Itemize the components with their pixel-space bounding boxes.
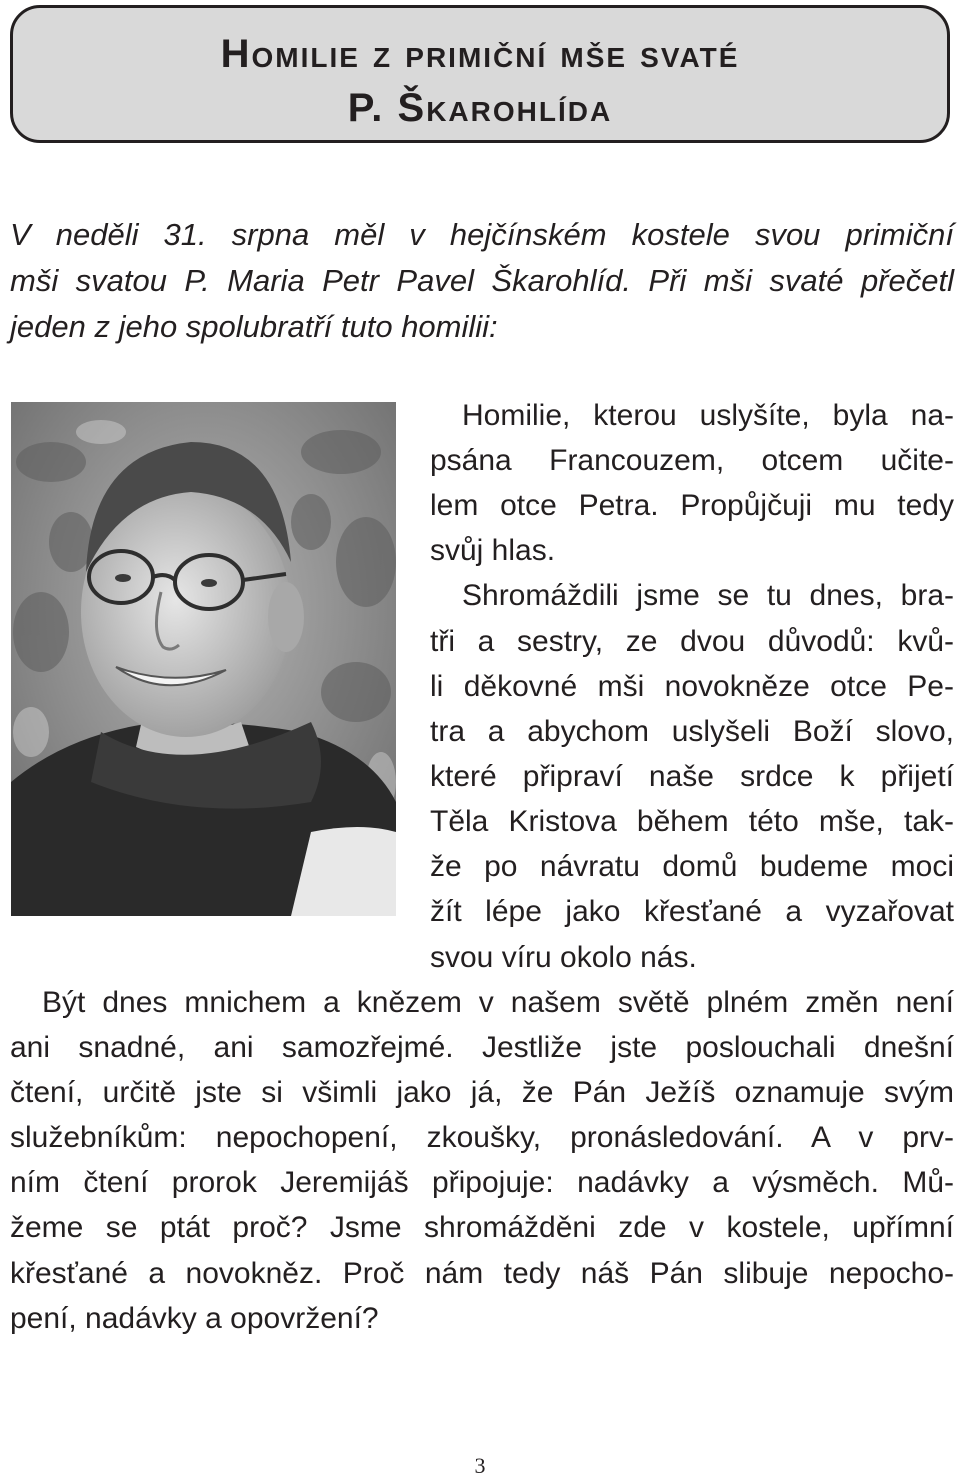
title-box (10, 5, 950, 143)
text-line: čtení, určitě jste si všimli jako já, že Pán Ježíš oznamuje svým (10, 1076, 954, 1109)
page-title-line-1: Homilie z primiční mše svaté (220, 32, 740, 76)
text-line: Homilie, kterou uslyšíte, byla na- (462, 399, 954, 432)
text-line: svůj hlas. (430, 534, 556, 567)
intro-paragraph (10, 212, 954, 350)
text-line: Těla Kristova během této mše, tak- (430, 805, 954, 838)
text-line: služebníkům: nepochopení, zkoušky, pronásledování. A v prv- (10, 1121, 954, 1154)
text-line: Být dnes mnichem a knězem v našem světě plném změn není (42, 986, 954, 1019)
text-line: li děkovné mši novokněze otce Pe- (430, 670, 954, 703)
text-line: žeme se ptát proč? Jsme shromážděni zde v kostele, upřímní (10, 1211, 954, 1244)
text-line: lem otce Petra. Propůjčuji mu tedy (430, 489, 954, 522)
text-line: žít lépe jako křesťané a vyzařovat (430, 895, 954, 928)
page-number: 3 (474, 1453, 486, 1478)
portrait-photo (11, 402, 396, 916)
text-line: Shromáždili jsme se tu dnes, bra- (462, 579, 954, 612)
text-line: které připraví naše srdce k přijetí (430, 760, 954, 793)
text-line: ani snadné, ani samozřejmé. Jestliže jste poslouchali dnešní (10, 1031, 954, 1064)
text-line: pení, nadávky a opovržení? (10, 1302, 379, 1335)
text-line: že po návratu domů budeme moci (430, 850, 954, 883)
text-line: svou víru okolo nás. (430, 941, 697, 974)
text-line: psána Francouzem, otcem učite- (430, 444, 954, 477)
text-line: křesťané a novokněz. Proč nám tedy náš Pán slibuje nepocho- (10, 1257, 954, 1290)
page-title-line-2: P. Škarohlída (347, 86, 613, 130)
intro-line: V neděli 31. srpna měl v hejčínském kostele svou primiční (10, 217, 954, 252)
intro-line: mši svatou P. Maria Petr Pavel Škarohlíd. Při mši svaté přečetl (10, 263, 954, 298)
text-line: tra a abychom uslyšeli Boží slovo, (430, 715, 954, 748)
text-line: ním čtení prorok Jeremijáš připojuje: nadávky a výsměch. Mů- (10, 1166, 954, 1199)
portrait-photo-icon (11, 402, 396, 916)
intro-line: jeden z jeho spolubratří tuto homilii: (10, 309, 498, 344)
text-line: tři a sestry, ze dvou důvodů: kvů- (430, 625, 954, 658)
